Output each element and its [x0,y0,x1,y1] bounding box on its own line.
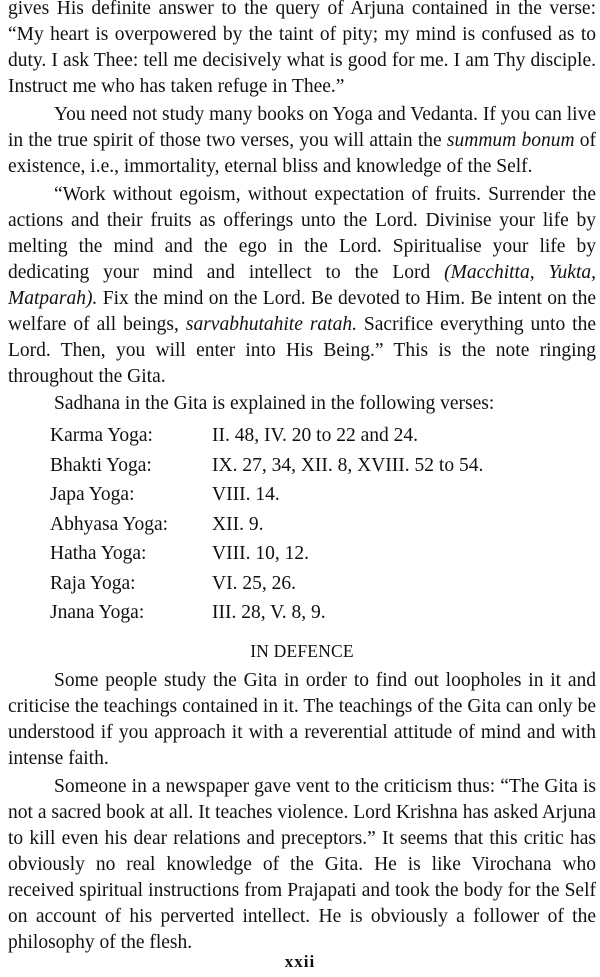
text-run: Fix the mind on the Lord. Be devoted to Him. Be intent on the welfare of all beings, [8,288,596,335]
text-run: of existence, i.e., immortality, eternal bliss and knowledge of the Self. [8,130,597,177]
yoga-name: Abhyasa Yoga: [50,513,169,535]
italic-term: summum bonum [446,130,575,151]
italic-term: sarvabhutahite ratah. [185,314,357,335]
list-item [50,451,596,481]
paragraph-newspaper-critic: Someone in a newspaper gave vent to the criticism thus: “The Gita is not a sacred book at all. It teaches violence. Lord Krishna has asked Arjuna to kill even his dear relations and preceptors.” It seems that this critic has obviously no real knowledge of the Gita. He is like Virochana who received spiritual instructions from Prajapati and took the body for the Self on account of his perverted intellect. He is obviously a follower of the philosophy of the flesh. [8,775,596,953]
text-run: Sacrifice everything unto the Lord. Then, you will enter into His Being.” This is the note ringing throughout the Gita. [8,314,596,387]
yoga-name: Hatha Yoga: [50,543,147,564]
section-heading: IN DEFENCE [250,640,354,661]
yoga-name: Jnana Yoga: [50,602,145,623]
page-number: xxii [284,952,316,971]
list-item [50,480,596,510]
list-item [50,598,596,628]
paragraph-yoga-vedanta [8,102,596,180]
list-item [50,539,596,569]
yoga-name: Raja Yoga: [50,572,136,594]
verse-refs: II. 48, IV. 20 to 22 and 24. [212,425,418,446]
paragraph-sadhana-intro: Sadhana in the Gita is explained in the following verses: [54,393,495,414]
paragraph-work-without-egoism [8,182,596,390]
yoga-name: Bhakti Yoga: [50,454,152,476]
italic-term: (Macchitta, Yukta, Matparah). [8,262,596,309]
verse-refs: VIII. 14. [212,484,280,505]
yoga-verse-list [50,421,596,628]
verse-refs: XII. 9. [212,513,264,535]
text-run: “Work without egoism, without expectation of fruits. Surrender the actions and their fruits as offerings unto the Lord. Divinise your life by melting the mind and the ego in the Lord. Spiritualise your life by dedicating your mind and intellect to the Lord [8,184,596,283]
yoga-name: Japa Yoga: [50,484,135,505]
yoga-name: Karma Yoga: [50,425,153,446]
verse-refs: VI. 25, 26. [212,572,296,594]
list-item [50,510,596,540]
paragraph-arjuna-query: gives His definite answer to the query of Arjuna contained in the verse: “My heart is overpowered by the taint of pity; my mind is confused as to duty. I ask Thee: tell me decisively what is good for me. I am Thy disciple. Instruct me who has taken refuge in Thee.” [8,0,596,97]
list-item [50,421,596,451]
verse-refs: VIII. 10, 12. [212,543,309,564]
verse-refs: III. 28, V. 8, 9. [212,602,326,623]
paragraph-loopholes: Some people study the Gita in order to find out loopholes in it and criticise the teachings contained in it. The teachings of the Gita can only be understood if you approach it with a reverential attitude of mind and with intense faith. [8,669,596,769]
verse-refs: IX. 27, 34, XII. 8, XVIII. 52 to 54. [212,454,484,476]
list-item [50,569,596,599]
text-run: You need not study many books on Yoga and Vedanta. If you can live in the true spirit of those two verses, you will attain the [8,104,596,151]
